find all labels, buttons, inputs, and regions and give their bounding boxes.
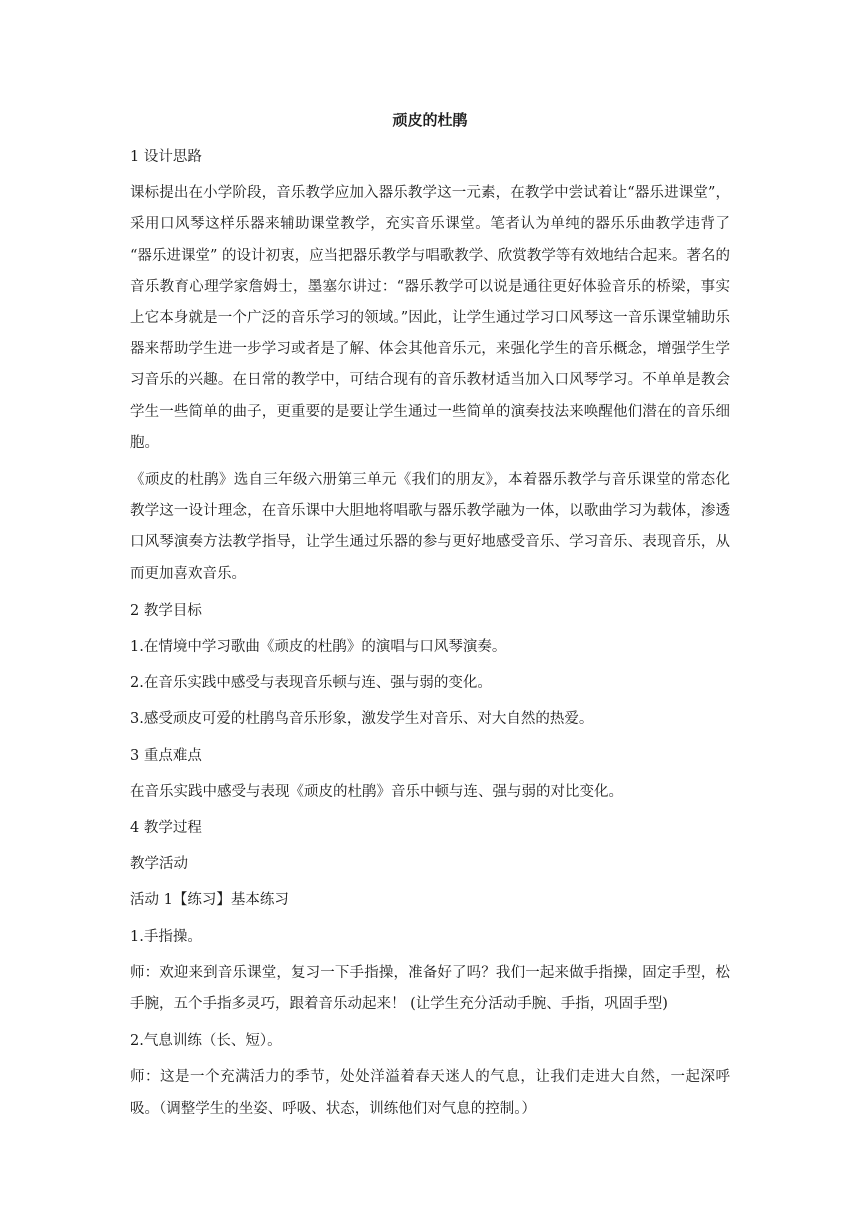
step-breathing-text: 师：这是一个充满活力的季节，处处洋溢着春天迷人的气息，让我们走进大自然，一起深呼吸。（调整学生的坐姿、呼吸、状态，训练他们对气息的控制。） [130, 1069, 730, 1117]
design-paragraph-2: 《顽皮的杜鹃》选自三年级六册第三单元《我们的朋友》，本着器乐教学与音乐课堂的常态化教学这一设计理念，在音乐课中大胆地将唱歌与器乐教学融为一体，以歌曲学习为载体，渗透口风琴演奏方法教学指导，让学生通过乐器的参与更好地感受音乐、学习音乐、表现音乐，从而更加喜欢音乐。 [130, 472, 730, 582]
step-breathing: 2.气息训练（长、短）。 [130, 1033, 282, 1050]
section-heading-goals: 2 教学目标 [130, 602, 202, 619]
document-title: 顽皮的杜鹃 [392, 111, 468, 129]
design-paragraph-1: 课标提出在小学阶段，音乐教学应加入器乐教学这一元素，在教学中尝试着让“器乐进课堂”，采用口风琴这样乐器来辅助课堂教学，充实音乐课堂。笔者认为单纯的器乐乐曲教学违背了 “器乐进课堂” 的设计初衷，应当把器乐教学与唱歌教学、欣赏教学等有效地结合起来。著名的音乐教育心理学家詹姆士，墨塞尔讲过：“器乐教学可以说是通往更好体验音乐的桥梁，事实上它本身就是一个广泛的音乐学习的领域。”因此，让学生通过学习口风琴这一音乐课堂辅助乐器来帮助学生进一步学习或者是了解、体会其他音乐元，来强化学生的音乐概念，增强学生学习音乐的兴趣。在日常的教学中，可结合现有的音乐教材适当加入口风琴学习。不单单是教会学生一些简单的曲子，更重要的是要让学生通过一些简单的演奏技法来唤醒他们潜在的音乐细胞。 [130, 185, 730, 451]
section-heading-design: 1 设计思路 [130, 149, 202, 165]
section-heading-keypoints: 3 重点难点 [130, 747, 202, 764]
activity-title: 活动 1【练习】基本练习 [130, 892, 289, 909]
document-body [130, 108, 730, 1131]
goal-item-2: 2.在音乐实践中感受与表现音乐顿与连、强与弱的变化。 [130, 675, 492, 692]
goal-item-1: 1.在情境中学习歌曲《顽皮的杜鹃》的演唱与口风琴演奏。 [130, 639, 507, 656]
keypoints-text: 在音乐实践中感受与表现《顽皮的杜鹃》音乐中顿与连、强与弱的对比变化。 [130, 783, 623, 800]
step-finger-exercise-text: 师：欢迎来到音乐课堂，复习一下手指操，准备好了吗？我们一起来做手指操，固定手型，松手腕，五个手指多灵巧，跟着音乐动起来！ (让学生充分活动手腕、手指，巩固手型) [130, 964, 730, 1013]
goal-item-3: 3.感受顽皮可爱的杜鹃鸟音乐形象，激发学生对音乐、对大自然的热爱。 [130, 711, 594, 728]
section-heading-process: 4 教学过程 [130, 820, 202, 837]
step-finger-exercise: 1.手指操。 [130, 928, 202, 945]
process-subheading: 教学活动 [130, 856, 188, 873]
